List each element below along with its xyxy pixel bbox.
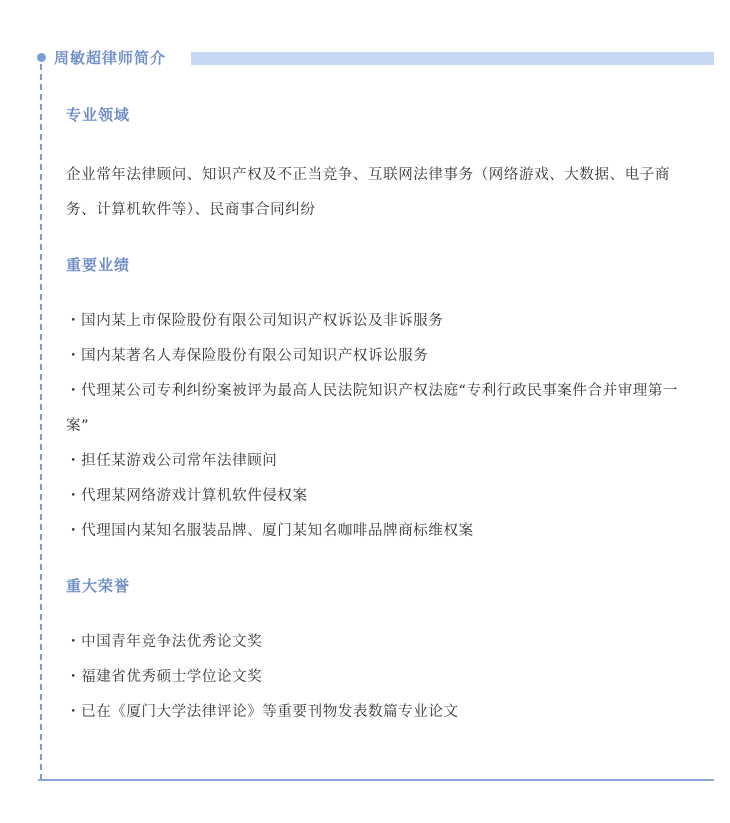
honors-list <box>66 625 694 730</box>
achievements-title: 重要业绩 <box>66 256 131 274</box>
header-title: 周敏超律师简介 <box>54 49 167 67</box>
list-item: ・中国青年竞争法优秀论文奖 <box>66 634 263 650</box>
field-title: 专业领域 <box>66 106 131 124</box>
bottom-border <box>38 779 714 781</box>
list-item: ・福建省优秀硕士学位论文奖 <box>66 669 263 685</box>
list-item: ・已在《厦门大学法律评论》等重要刊物发表数篇专业论文 <box>66 704 459 720</box>
header-dot-icon <box>37 53 46 62</box>
header-bar <box>191 52 714 65</box>
field-text: 企业常年法律顾问、知识产权及不正当竞争、互联网法律事务（网络游戏、大数据、电子商务、计算机软件等）、民商事合同纠纷 <box>66 167 670 218</box>
section-header <box>34 46 714 70</box>
list-item: ・代理国内某知名服装品牌、厦门某知名咖啡品牌商标维权案 <box>66 523 474 539</box>
left-dashed-border <box>40 64 42 780</box>
honors-title: 重大荣誉 <box>66 577 131 595</box>
profile-content <box>66 98 694 730</box>
list-item: ・担任某游戏公司常年法律顾问 <box>66 453 278 469</box>
list-item: ・国内某上市保险股份有限公司知识产权诉讼及非诉服务 <box>66 313 444 329</box>
list-item: ・国内某著名人寿保险股份有限公司知识产权诉讼服务 <box>66 348 429 364</box>
list-item: ・代理某公司专利纠纷案被评为最高人民法院知识产权法庭“专利行政民事案件合并审理第一案” <box>66 383 679 434</box>
achievements-list <box>66 304 694 549</box>
list-item: ・代理某网络游戏计算机软件侵权案 <box>66 488 308 504</box>
